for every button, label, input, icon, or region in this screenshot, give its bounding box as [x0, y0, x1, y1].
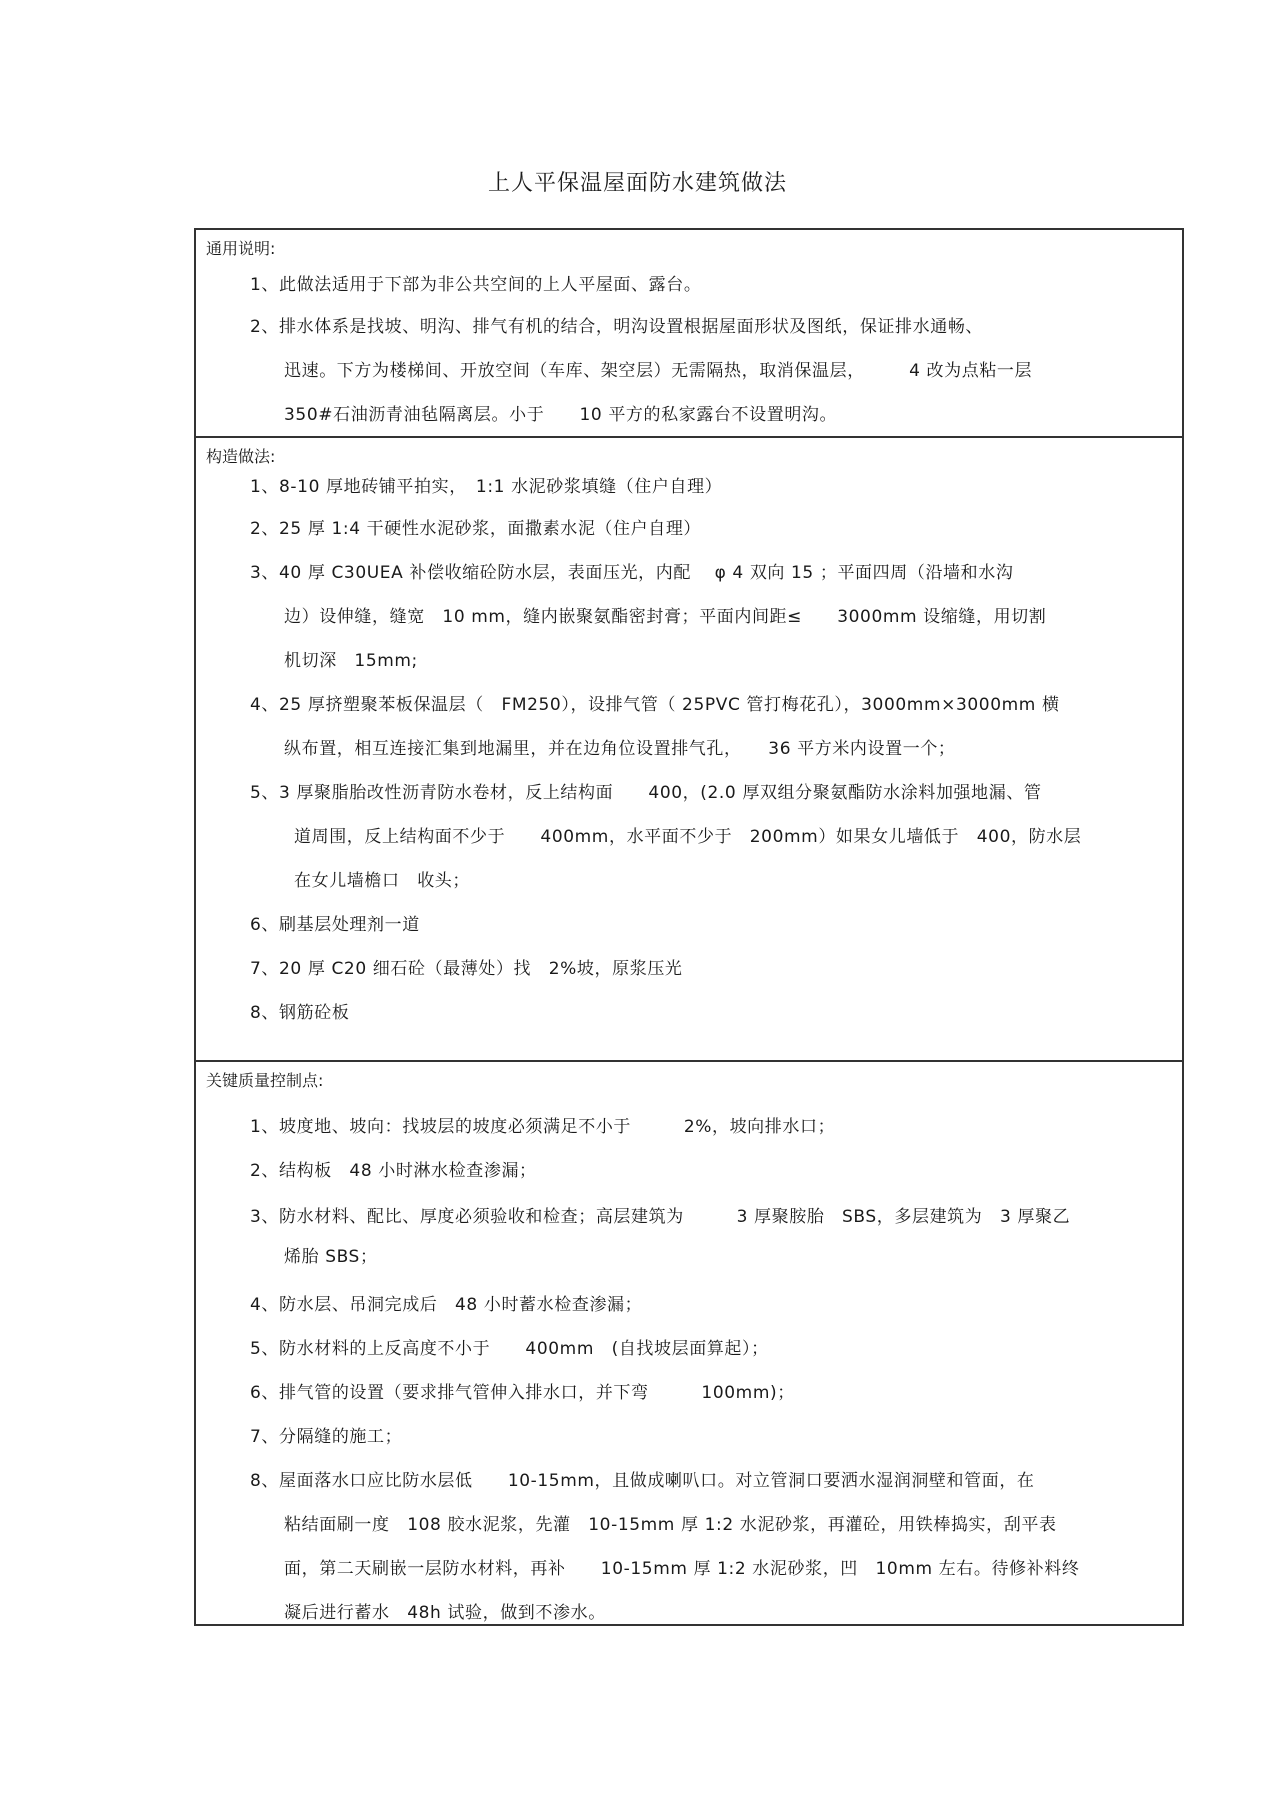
construction-line-10: 在女儿墙檐口 收头； — [294, 871, 470, 891]
specification-table — [194, 228, 1184, 1626]
quality-line-1: 1、坡度地、坡向：找坡层的坡度必须满足不小于 2%，坡向排水口； — [250, 1117, 836, 1137]
quality-control-heading: 关键质量控制点: — [206, 1071, 324, 1090]
construction-line-11: 6、刷基层处理剂一道 — [250, 915, 420, 935]
construction-line-9: 道周围，反上结构面不少于 400mm，水平面不少于 200mm）如果女儿墙低于 400，防水层 — [294, 827, 1082, 847]
construction-line-8: 5、3 厚聚脂胎改性沥青防水卷材，反上结构面 400，(2.0 厚双组分聚氨酯防水涂料加强地漏、管 — [250, 783, 1042, 803]
general-notes-heading: 通用说明: — [206, 239, 276, 258]
quality-line-8: 7、分隔缝的施工； — [250, 1427, 403, 1447]
general-line-2: 2、排水体系是找坡、明沟、排气有机的结合，明沟设置根据屋面形状及图纸，保证排水通畅、 — [250, 317, 984, 337]
quality-line-10: 粘结面刷一度 108 胶水泥浆，先灌 10-15mm 厚 1:2 水泥砂浆，再灌砼，用铁棒捣实，刮平表 — [284, 1515, 1057, 1535]
general-notes-section — [196, 230, 1182, 436]
general-line-1: 1、此做法适用于下部为非公共空间的上人平屋面、露台。 — [250, 275, 702, 295]
construction-heading: 构造做法: — [206, 447, 276, 466]
construction-line-1: 1、8-10 厚地砖铺平拍实， 1:1 水泥砂浆填缝（住户自理） — [250, 477, 723, 497]
general-line-3: 迅速。下方为楼梯间、开放空间（车库、架空层）无需隔热，取消保温层， 4 改为点粘一层 — [284, 361, 1033, 381]
construction-line-4: 边）设伸缝，缝宽 10 mm，缝内嵌聚氨酯密封膏；平面内间距≤ 3000mm 设缩缝，用切割 — [284, 607, 1047, 627]
construction-line-2: 2、25 厚 1:4 干硬性水泥砂浆，面撒素水泥（住户自理） — [250, 519, 702, 539]
construction-line-6: 4、25 厚挤塑聚苯板保温层（ FM250），设排气管（ 25PVC 管打梅花孔），3000mm×3000mm 横 — [250, 695, 1060, 715]
construction-section — [196, 436, 1182, 1060]
page-title: 上人平保温屋面防水建筑做法 — [487, 171, 787, 196]
quality-line-2: 2、结构板 48 小时淋水检查渗漏； — [250, 1161, 537, 1181]
quality-line-4: 烯胎 SBS； — [284, 1247, 378, 1267]
quality-line-3: 3、防水材料、配比、厚度必须验收和检查；高层建筑为 3 厚聚胺胎 SBS，多层建筑为 3 厚聚乙 — [250, 1207, 1071, 1227]
construction-line-13: 8、钢筋砼板 — [250, 1003, 350, 1023]
quality-line-12: 凝后进行蓄水 48h 试验，做到不渗水。 — [284, 1603, 606, 1623]
general-line-4: 350#石油沥青油毡隔离层。小于 10 平方的私家露台不设置明沟。 — [284, 405, 838, 425]
quality-line-11: 面，第二天刷嵌一层防水材料，再补 10-15mm 厚 1:2 水泥砂浆，凹 10mm 左右。待修补料终 — [284, 1559, 1080, 1579]
construction-line-5: 机切深 15mm; — [284, 651, 418, 671]
construction-line-12: 7、20 厚 C20 细石砼（最薄处）找 2%坡，原浆压光 — [250, 959, 683, 979]
quality-control-section — [196, 1060, 1182, 1624]
quality-line-6: 5、防水材料的上反高度不小于 400mm (自找坡层面算起）； — [250, 1339, 769, 1359]
quality-line-7: 6、排气管的设置（要求排气管伸入排水口，并下弯 100mm)； — [250, 1383, 795, 1403]
quality-line-5: 4、防水层、吊洞完成后 48 小时蓄水检查渗漏； — [250, 1295, 643, 1315]
construction-line-7: 纵布置，相互连接汇集到地漏里，并在边角位设置排气孔， 36 平方米内设置一个； — [284, 739, 956, 759]
construction-line-3: 3、40 厚 C30UEA 补偿收缩砼防水层，表面压光，内配 φ 4 双向 15 ；平面四周（沿墙和水沟 — [250, 563, 1014, 583]
quality-line-9: 8、屋面落水口应比防水层低 10-15mm，且做成喇叭口。对立管洞口要洒水湿润洞壁和管面，在 — [250, 1471, 1035, 1491]
